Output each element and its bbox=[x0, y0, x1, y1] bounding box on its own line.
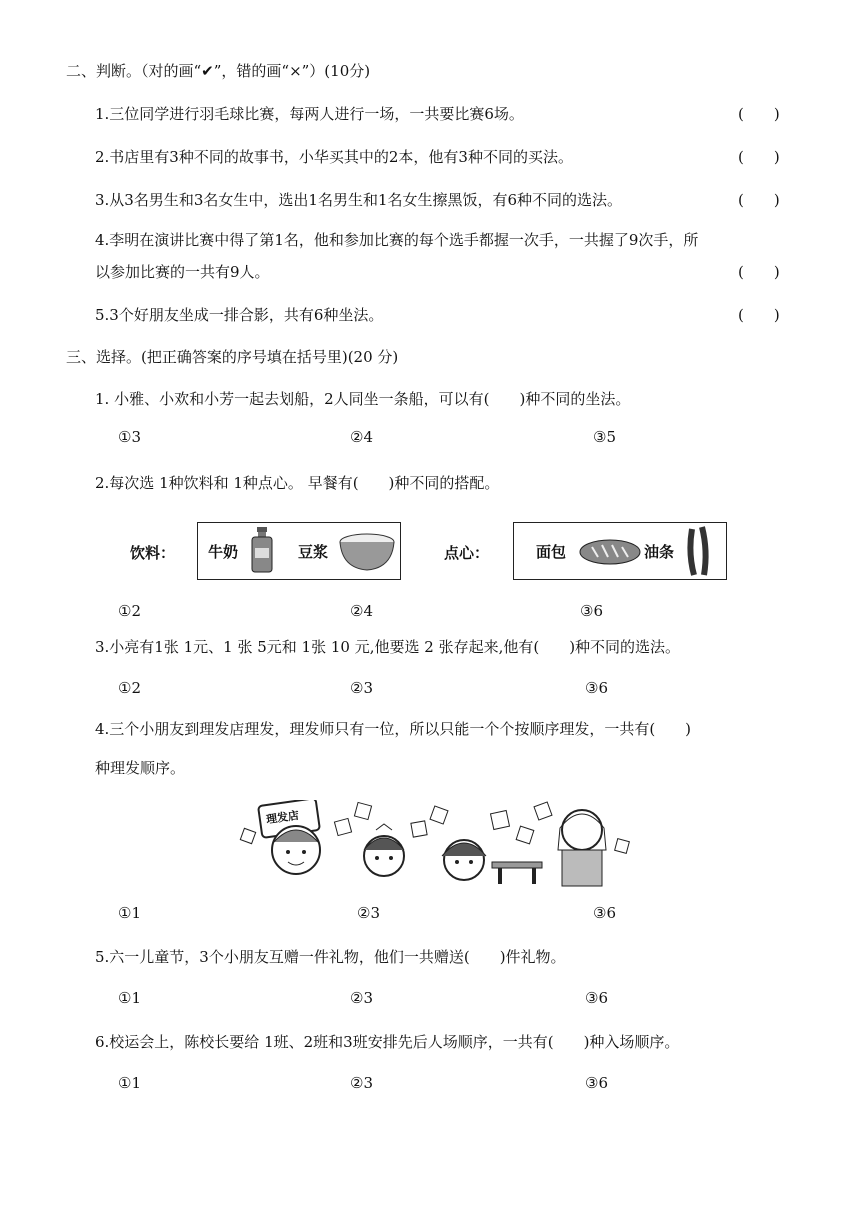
snack-youtiao-label: 油条 bbox=[644, 543, 675, 561]
choice-question-3: 3.小亮有1张 1元、1 张 5元和 1张 10 元,他要选 2 张存起来,他有( )种不同的选法。 bbox=[95, 638, 681, 656]
judge-item-4-continuation: 以参加比赛的一共有9人。 bbox=[95, 263, 270, 281]
snacks-box bbox=[513, 522, 727, 580]
judge-answer-blank-3[interactable]: ( ) bbox=[738, 191, 780, 209]
barber-shop-sign: 理发店 bbox=[265, 808, 300, 827]
judge-item-2: 2.书店里有3种不同的故事书，小华买其中的2本，他有3种不同的买法。 bbox=[95, 148, 573, 166]
q2-option-2[interactable]: ②4 bbox=[350, 602, 373, 620]
q6-option-1[interactable]: ①1 bbox=[118, 1074, 141, 1092]
choice-question-1: 1. 小雅、小欢和小芳一起去划船，2人同坐一条船，可以有( )种不同的坐法。 bbox=[95, 390, 631, 408]
judge-answer-blank-4[interactable]: ( ) bbox=[738, 263, 780, 281]
q3-option-1[interactable]: ①2 bbox=[118, 679, 141, 697]
bread-icon bbox=[578, 537, 642, 567]
judge-item-5: 5.3个好朋友坐成一排合影，共有6种坐法。 bbox=[95, 306, 384, 324]
judge-item-1: 1.三位同学进行羽毛球比赛，每两人进行一场，一共要比赛6场。 bbox=[95, 105, 524, 123]
judge-item-3: 3.从3名男生和3名女生中，选出1名男生和1名女生擦黑饭，有6种不同的选法。 bbox=[95, 191, 623, 209]
drinks-label: 饮料： bbox=[130, 544, 176, 562]
choice-question-4-continuation: 种理发顺序。 bbox=[95, 759, 186, 777]
drinks-box bbox=[197, 522, 401, 580]
judge-section-header: 二、判断。（对的画“✔”，错的画“×”）(10分) bbox=[66, 62, 371, 80]
milk-bottle-icon bbox=[250, 526, 274, 574]
q1-option-2[interactable]: ②4 bbox=[350, 428, 373, 446]
snack-bread-label: 面包 bbox=[536, 543, 567, 561]
soymilk-bowl-icon bbox=[338, 532, 396, 572]
q6-option-2[interactable]: ②3 bbox=[350, 1074, 373, 1092]
choice-question-4: 4.三个小朋友到理发店理发，理发师只有一位，所以只能一个个按顺序理发，一共有( ) bbox=[95, 720, 692, 738]
choice-question-5: 5.六一儿童节，3个小朋友互赠一件礼物，他们一共赠送( )件礼物。 bbox=[95, 948, 566, 966]
q1-option-3[interactable]: ③5 bbox=[593, 428, 616, 446]
q3-option-2[interactable]: ②3 bbox=[350, 679, 373, 697]
q5-option-1[interactable]: ①1 bbox=[118, 989, 141, 1007]
q2-option-1[interactable]: ①2 bbox=[118, 602, 141, 620]
choice-section-header: 三、选择。(把正确答案的序号填在括号里)(20 分) bbox=[66, 348, 399, 366]
q5-option-3[interactable]: ③6 bbox=[585, 989, 608, 1007]
drink-milk-label: 牛奶 bbox=[208, 543, 239, 561]
q4-option-1[interactable]: ①1 bbox=[118, 904, 141, 922]
drink-soymilk-label: 豆浆 bbox=[298, 543, 329, 561]
snacks-label: 点心： bbox=[444, 544, 490, 562]
q5-option-2[interactable]: ②3 bbox=[350, 989, 373, 1007]
q1-option-1[interactable]: ①3 bbox=[118, 428, 141, 446]
judge-answer-blank-5[interactable]: ( ) bbox=[738, 306, 780, 324]
q3-option-3[interactable]: ③6 bbox=[585, 679, 608, 697]
choice-question-2: 2.每次选 1种饮料和 1种点心。 早餐有( )种不同的搭配。 bbox=[95, 474, 500, 492]
judge-answer-blank-1[interactable]: ( ) bbox=[738, 105, 780, 123]
judge-answer-blank-2[interactable]: ( ) bbox=[738, 148, 780, 166]
q2-option-3[interactable]: ③6 bbox=[580, 602, 603, 620]
q4-option-3[interactable]: ③6 bbox=[593, 904, 616, 922]
choice-question-6: 6.校运会上，陈校长要给 1班、2班和3班安排先后人场顺序，一共有( )种入场顺序。 bbox=[95, 1033, 680, 1051]
youtiao-icon bbox=[686, 525, 714, 577]
judge-item-4: 4.李明在演讲比赛中得了第1名，他和参加比赛的每个选手都握一次手，一共握了9次手，所 bbox=[95, 231, 699, 249]
q6-option-3[interactable]: ③6 bbox=[585, 1074, 608, 1092]
q4-option-2[interactable]: ②3 bbox=[357, 904, 380, 922]
